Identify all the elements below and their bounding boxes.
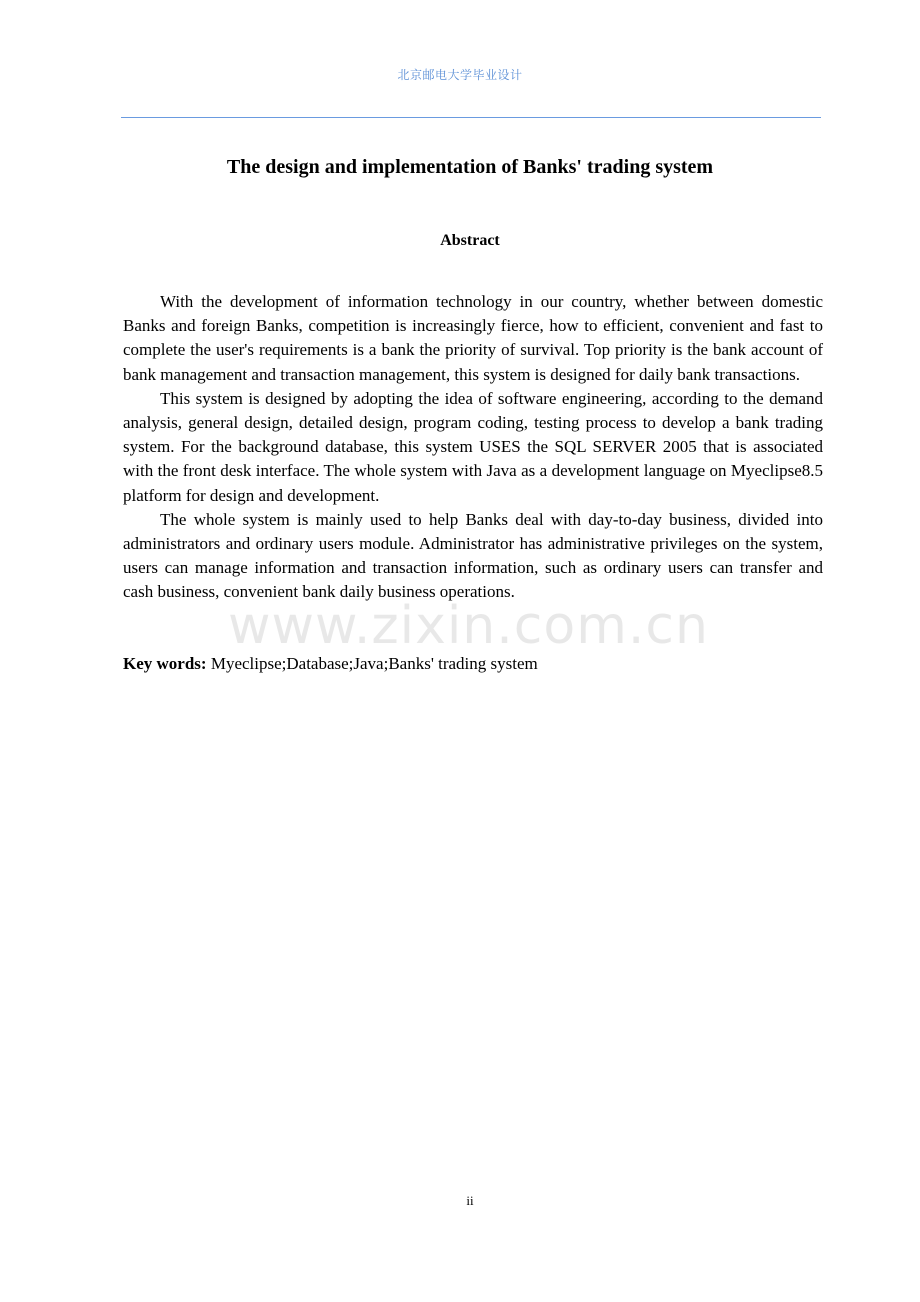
abstract-paragraph: With the development of information technology in our country, whether between domestic Banks and foreign Banks, competition is increasingly fierce, how to efficient, convenient and fast to complete the user's requirements is a bank the priority of survival. Top priority is the bank account of bank management and transaction management, this system is designed for daily bank transactions. bbox=[123, 292, 823, 384]
keywords-value: Myeclipse;Database;Java;Banks' trading system bbox=[206, 654, 538, 673]
abstract-heading: Abstract bbox=[440, 232, 500, 249]
running-header: 北京邮电大学毕业设计 bbox=[397, 68, 523, 82]
keywords-line bbox=[123, 652, 823, 676]
keywords-label: Key words: bbox=[123, 654, 207, 673]
document-title: The design and implementation of Banks' trading system bbox=[226, 156, 714, 178]
header-divider bbox=[121, 117, 821, 118]
abstract-paragraph: The whole system is mainly used to help Banks deal with day-to-day business, divided into administrators and ordinary users module. Administrator has administrative privileges on the system, users can manage information and transaction information, such as ordinary users can transfer and cash business, convenient bank daily business operations. bbox=[123, 509, 823, 602]
watermark: www.zixin.com.cn bbox=[228, 596, 709, 656]
abstract-body bbox=[123, 290, 823, 605]
page-number: ii bbox=[466, 1193, 474, 1208]
abstract-paragraph: This system is designed by adopting the idea of software engineering, according to the demand analysis, general design, detailed design, program coding, testing process to develop a bank trading system. For the background database, this system USES the SQL SERVER 2005 that is associated with the front desk interface. The whole system with Java as a development language on Myeclipse8.5 platform for design and development. bbox=[123, 388, 823, 505]
